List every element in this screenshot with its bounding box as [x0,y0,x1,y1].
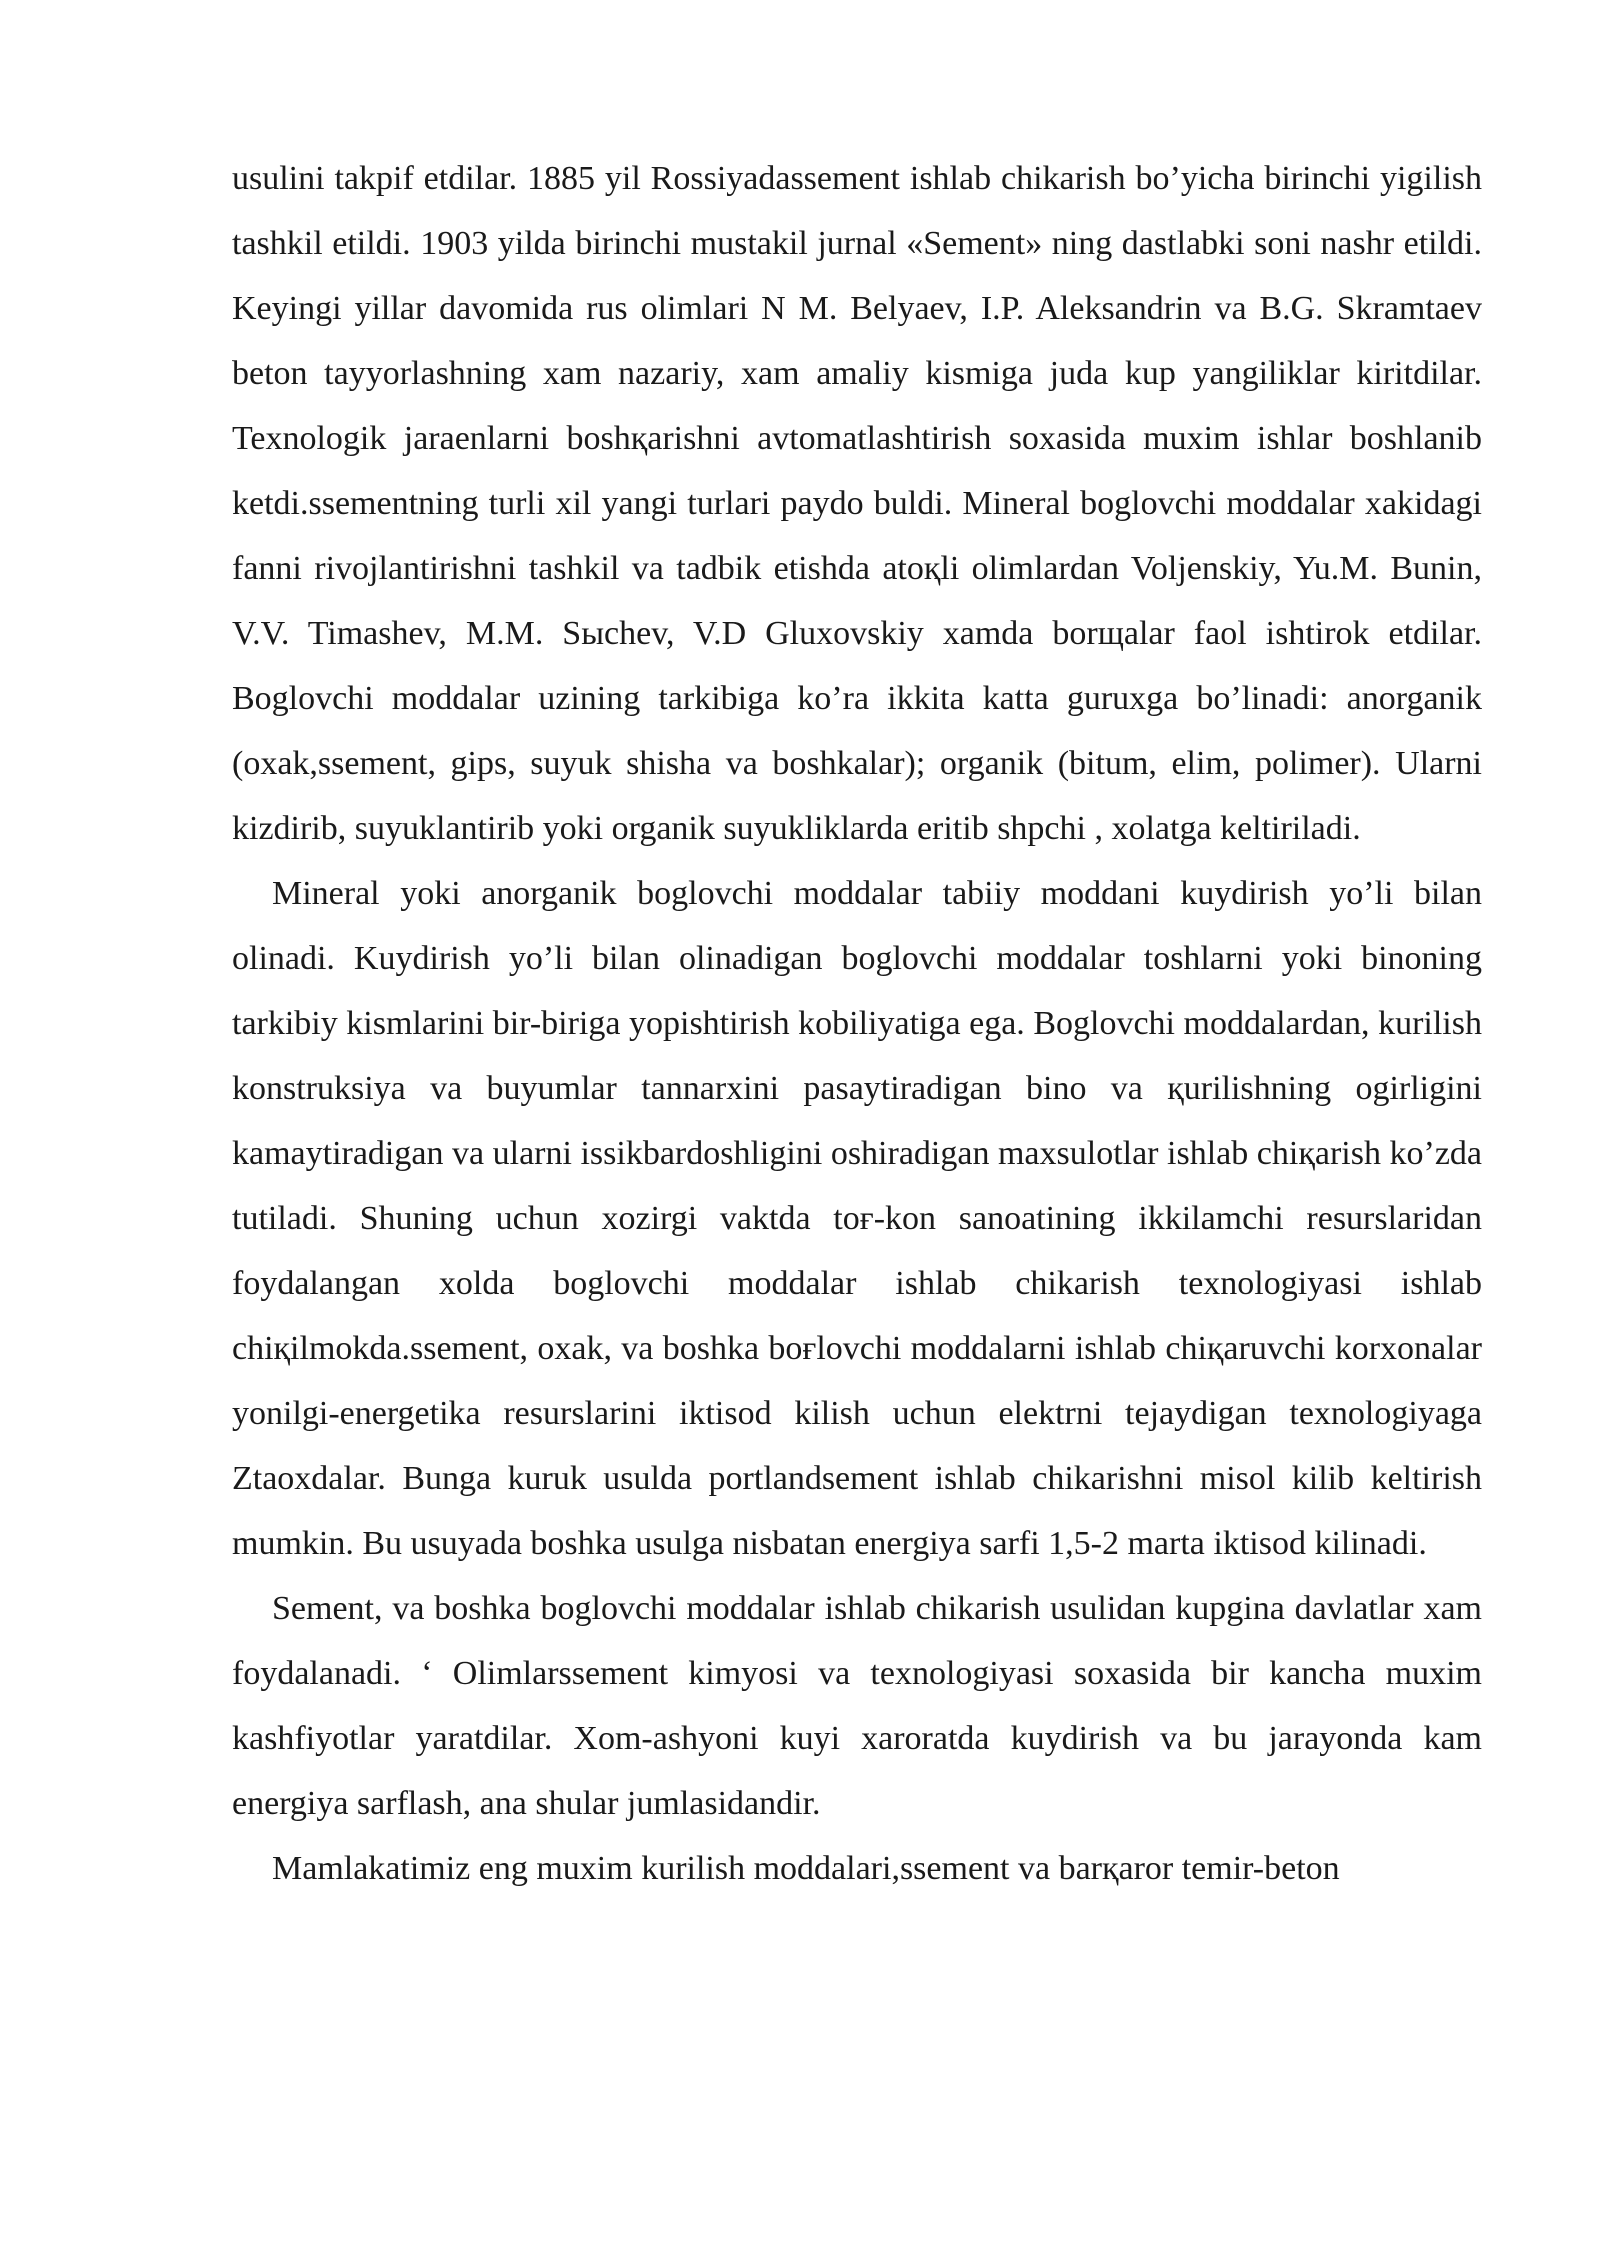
paragraph-1: usulini takpif etdilar. 1885 yil Rossiyadassement ishlab chikarish bo’yicha birinchi yigilish tashkil etildi. 1903 yilda birinchi mustakil jurnal «Sement» ning dastlabki soni nashr etildi. Keyingi yillar davomida rus olimlari N M. Belyaev, I.P. Aleksandrin va B.G. Skramtaev beton tayyorlashning xam nazariy, xam amaliy kismiga juda kup yangiliklar kiritdilar. Texnologik jaraenlarni boshқarishni avtomatlashtirish soxasida muxim ishlar boshlanib ketdi.ssementning turli xil yangi turlari paydo buldi. Mineral boglovchi moddalar xakidagi fanni rivojlantirishni tashkil va tadbik etishda atoқli olimlardan Voljenskiy, Yu.M. Bunin, V.V. Timashev, M.M. Sыchev, V.D Gluxovskiy xamda borщalar faol ishtirok etdilar. Boglovchi moddalar uzining tarkibiga ko’ra ikkita katta guruxga bo’linadi: anorganik (oxak,ssement, gips, suyuk shisha va boshkalar); organik (bitum, elim, polimer). Ularni kizdirib, suyuklantirib yoki organik suyukliklarda eritib shpchi , xolatga keltiriladi. [232,160,1482,847]
paragraph-3: Sement, va boshka boglovchi moddalar ishlab chikarish usulidan kupgina davlatlar xam foydalanadi. ‘ Olimlarssement kimyosi va texnologiyasi soxasida bir kancha muxim kashfiyotlar yaratdilar. Xom-ashyoni kuyi xaroratda kuydirish va bu jarayonda kam energiya sarflash, ana shular jumlasidandir. [232,1590,1482,1822]
document-body [232,146,1482,1901]
paragraph-4: Mamlakatimiz eng muxim kurilish moddalari,ssement va barқaror temir-beton [272,1850,1340,1887]
paragraph-2: Mineral yoki anorganik boglovchi moddalar tabiiy moddani kuydirish yo’li bilan olinadi. Kuydirish yo’li bilan olinadigan boglovchi moddalar toshlarni yoki binoning tarkibiy kismlarini bir-biriga yopishtirish kobiliyatiga ega. Boglovchi moddalardan, kurilish konstruksiya va buyumlar tannarxini pasaytiradigan bino va қurilishning ogirligini kamaytiradigan va ularni issikbardoshligini oshiradigan maxsulotlar ishlab chiқarish ko’zda tutiladi. Shuning uchun xozirgi vaktda toғ-kon sanoatining ikkilamchi resurslaridan foydalangan xolda boglovchi moddalar ishlab chikarish texnologiyasi ishlab chiқilmokda.ssement, oxak, va boshka boғlovchi moddalarni ishlab chiқaruvchi korxonalar yonilgi-energetika resurslarini iktisod kilish uchun elektrni tejaydigan texnologiyaga Ztaoxdalar. Bunga kuruk usulda portlandsement ishlab chikarishni misol kilib keltirish mumkin. Bu usuyada boshka usulga nisbatan energiya sarfi 1,5-2 marta iktisod kilinadi. [232,875,1482,1562]
